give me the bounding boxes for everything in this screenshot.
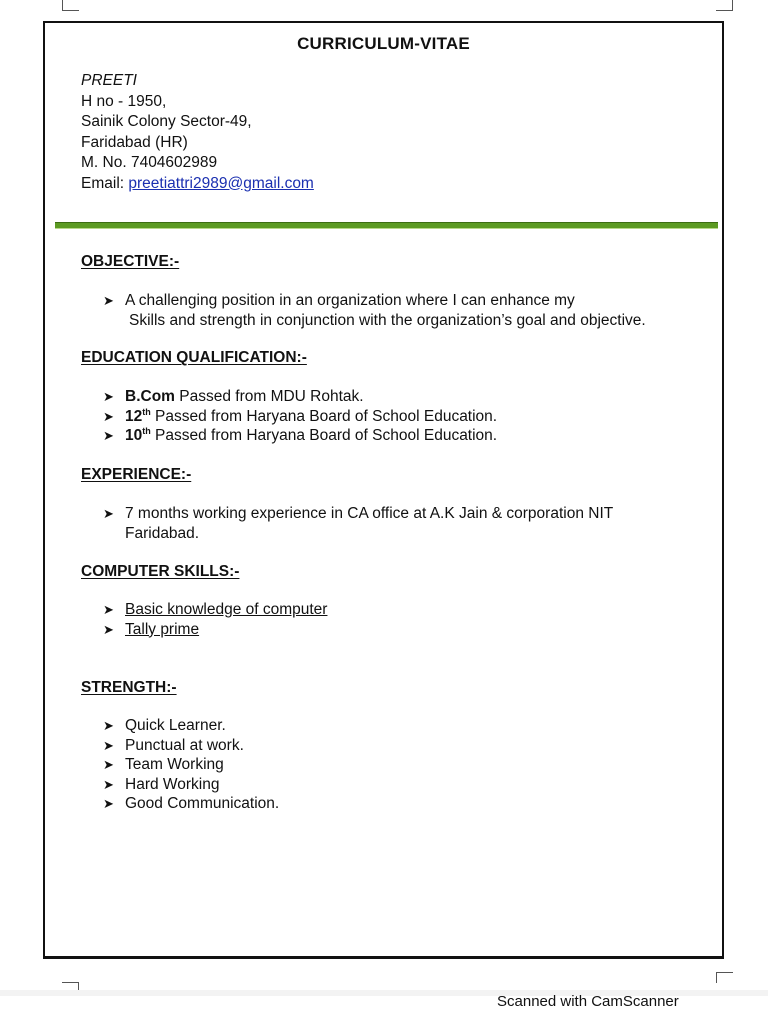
strength-item: Team Working: [125, 756, 224, 773]
list-item: [103, 504, 613, 524]
contact-block: [81, 71, 314, 194]
experience-heading: EXPERIENCE:-: [81, 466, 192, 483]
education-detail: Passed from Haryana Board of School Education.: [150, 407, 498, 425]
arrowhead-bullet-icon: ➤: [103, 757, 114, 772]
education-detail: Passed from Haryana Board of School Education.: [150, 427, 498, 444]
list-item: [103, 794, 279, 814]
arrowhead-bullet-icon: ➤: [103, 506, 114, 521]
arrowhead-bullet-icon: ➤: [103, 389, 114, 404]
education-list: [103, 387, 497, 446]
experience-line-2: Faridabad.: [125, 524, 200, 542]
education-degree: 12: [125, 407, 143, 425]
ordinal-suffix: th: [142, 406, 151, 417]
arrowhead-bullet-icon: ➤: [103, 737, 114, 753]
experience-list: [103, 504, 613, 543]
list-item: [103, 775, 279, 795]
list-item: [103, 600, 327, 620]
list-item: [103, 291, 646, 311]
email-line: [81, 174, 314, 195]
arrowhead-bullet-icon: ➤: [103, 718, 114, 733]
email-link[interactable]: preetiattri2989@gmail.com: [128, 174, 314, 192]
strength-item: Hard Working: [125, 775, 220, 793]
arrowhead-bullet-icon: ➤: [103, 293, 114, 308]
objective-heading: OBJECTIVE:-: [81, 253, 180, 270]
list-item: [103, 426, 497, 446]
list-item: [103, 524, 613, 544]
mobile-number: M. No. 7404602989: [81, 154, 218, 171]
strength-item: Good Communication.: [125, 795, 280, 812]
green-divider: [55, 222, 718, 229]
objective-line-2: Skills and strength in conjunction with the organization’s goal and objective.: [129, 311, 646, 329]
list-item: [103, 387, 497, 407]
list-item: [103, 755, 279, 775]
strength-item: Quick Learner.: [125, 717, 226, 734]
address-city: Faridabad (HR): [81, 133, 188, 151]
arrowhead-bullet-icon: ➤: [103, 602, 114, 617]
arrowhead-bullet-icon: ➤: [103, 796, 114, 811]
experience-line-1: 7 months working experience in CA office at A.K Jain & corporation NIT: [125, 505, 614, 522]
document-title: CURRICULUM-VITAE: [297, 34, 470, 53]
address-colony: Sainik Colony Sector-49,: [81, 113, 252, 130]
resume-page-frame: [43, 21, 724, 959]
education-heading: EDUCATION QUALIFICATION:-: [81, 349, 307, 366]
strength-item: Punctual at work.: [125, 736, 244, 754]
crop-mark-bottom-right: [716, 972, 733, 983]
arrowhead-bullet-icon: ➤: [103, 621, 114, 637]
objective-line-1: A challenging position in an organization where I can enhance my: [125, 292, 575, 309]
crop-mark-top-right: [716, 0, 733, 11]
education-degree: B.Com: [125, 388, 175, 405]
strength-heading: STRENGTH:-: [81, 679, 177, 696]
email-label: Email:: [81, 174, 125, 192]
list-item: [103, 407, 497, 427]
strength-list: [103, 716, 279, 814]
crop-mark-top-left: [62, 0, 79, 11]
address-house: H no - 1950,: [81, 92, 167, 110]
computer-skills-list: [103, 600, 327, 639]
list-item: [103, 311, 646, 331]
ordinal-suffix: th: [142, 425, 151, 436]
education-degree: 10: [125, 427, 143, 444]
arrowhead-bullet-icon: ➤: [103, 776, 114, 792]
scanner-watermark: Scanned with CamScanner: [497, 993, 679, 1010]
list-item: [103, 736, 279, 756]
skill-item: Tally prime: [125, 620, 200, 638]
candidate-name: PREETI: [81, 72, 137, 89]
objective-list: [103, 291, 646, 330]
list-item: [103, 716, 279, 736]
computer-skills-heading: COMPUTER SKILLS:-: [81, 563, 240, 580]
list-item: [103, 620, 327, 640]
skill-item: Basic knowledge of computer: [125, 601, 328, 618]
arrowhead-bullet-icon: ➤: [103, 428, 114, 443]
education-detail: Passed from MDU Rohtak.: [174, 388, 364, 405]
arrowhead-bullet-icon: ➤: [103, 408, 114, 424]
